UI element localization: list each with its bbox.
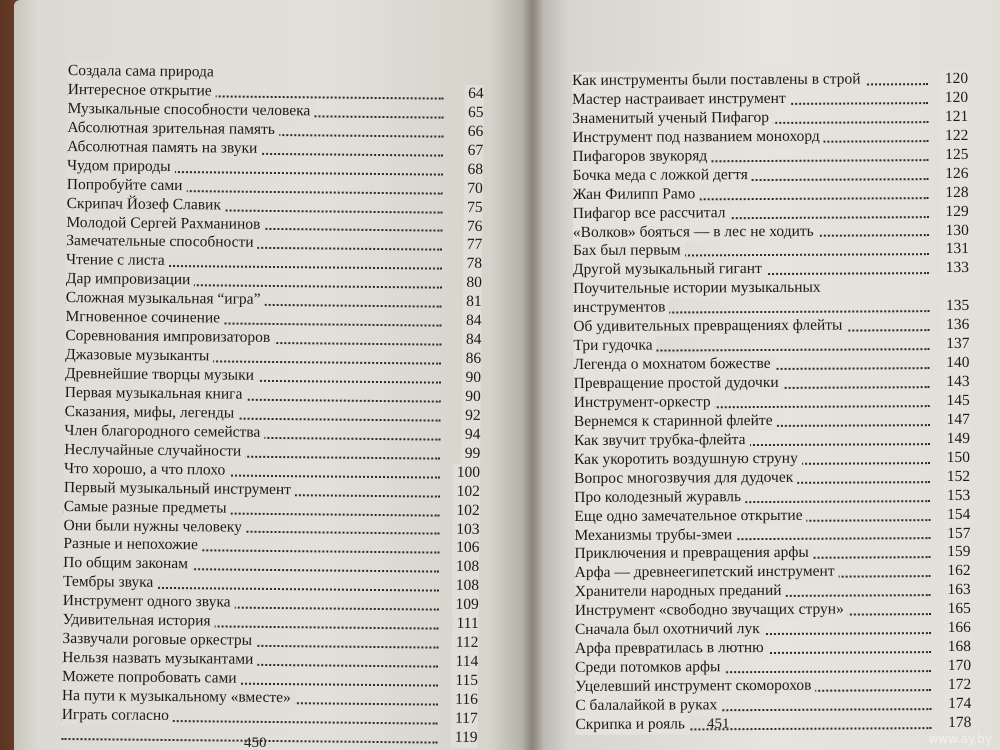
toc-entry-page: 166 [944, 619, 971, 638]
toc-entry-page: 154 [943, 505, 970, 524]
toc-entry [572, 108, 968, 129]
toc-entry-title: Тембры звука [63, 573, 158, 593]
toc-entry-title: Как звучит трубка-флейта [574, 431, 750, 451]
toc-entry-title: Бочка меда с ложкой дегтя [572, 166, 751, 186]
toc-entry [574, 524, 970, 545]
toc-entry-page: 130 [942, 221, 969, 240]
toc-entry-title: Самые разные предметы [64, 498, 231, 519]
toc-entry-page: 78 [462, 255, 482, 274]
toc-entry [573, 184, 969, 205]
toc-entry-page: 103 [452, 520, 479, 539]
toc-entry-page: 94 [461, 426, 481, 445]
toc-entry-page: 90 [461, 388, 481, 407]
toc-entry-page: 99 [461, 445, 481, 464]
toc-entry-title: Можете попробовать сами [62, 668, 241, 689]
toc-entry-page: 152 [943, 468, 970, 487]
toc-entry-page: 84 [462, 312, 482, 331]
toc-entry-page: 133 [942, 259, 969, 278]
toc-entry-title: Молодой Сергей Рахманинов [66, 213, 264, 234]
toc-entry-title: Приключения и превращения арфы [574, 544, 812, 564]
toc-entry [573, 354, 969, 375]
toc-entry-title: Как укоротить воздушную струну [574, 450, 802, 470]
toc-entry-page: 122 [941, 127, 968, 146]
toc-entry-page: 129 [941, 202, 968, 221]
toc-entry [574, 411, 970, 432]
toc-entry-title: Абсолютная память на звуки [67, 138, 261, 159]
toc-entry-page: 102 [453, 482, 480, 501]
toc-entry-title: Пифагоров звукоряд [572, 147, 711, 167]
toc-entry-page: 131 [942, 240, 969, 259]
toc-entry-title: По общим законам [63, 554, 192, 574]
toc-entry-title: Мгновенное сочинение [65, 308, 224, 328]
toc-entry-page: 147 [943, 411, 970, 430]
toc-entry-page: 90 [461, 369, 481, 388]
toc-entry-title: Разные и непохожие [63, 535, 202, 555]
toc-entry-title: Соревнования импровизаторов [65, 327, 274, 348]
toc-entry-page: 100 [453, 463, 480, 482]
toc-entry-title: Играть согласно [62, 706, 173, 726]
toc-entry-page: 108 [452, 558, 479, 577]
toc-entry-title: Первая музыкальная книга [65, 384, 247, 405]
toc-entry-page: 92 [461, 407, 481, 426]
toc-entry-title: Музыкальные способности человека [67, 100, 314, 121]
toc-entry-title: Среди потомков арфы [575, 658, 724, 678]
open-book [14, 0, 1000, 750]
toc-entry-title: Об удивительных превращениях флейты [573, 317, 846, 337]
toc-entry-title: Три гудочка [573, 337, 656, 356]
toc-entry-title: Механизмы трубы-змеи [574, 526, 736, 546]
toc-entry [572, 127, 968, 148]
toc-entry-page: 140 [942, 354, 969, 373]
toc-entry [574, 449, 970, 470]
toc-entry-title: Скрипка и рояль [575, 715, 689, 735]
toc-entry-title: Создала сама природа [68, 62, 218, 82]
toc-entry-page: 153 [943, 487, 970, 506]
toc-entry [574, 487, 970, 508]
toc-entry [574, 468, 970, 489]
toc-entry-page: 128 [941, 184, 968, 203]
toc-entry-page: 150 [943, 449, 970, 468]
toc-entry-title: «Волков» бояться — в лес не ходить [573, 222, 818, 242]
toc-entry-page: 163 [943, 581, 970, 600]
toc-entry-title: Абсолютная зрительная память [67, 119, 279, 140]
toc-entry-title: Зазвучали роговые оркестры [62, 630, 256, 651]
toc-entry-title: Удивительная история [63, 611, 215, 631]
toc-entry [574, 505, 970, 526]
toc-entry-page: 178 [944, 714, 971, 733]
toc-entry [572, 89, 968, 110]
toc-entry-page: 159 [943, 543, 970, 562]
toc-entry [575, 676, 971, 697]
toc-entry-page: 112 [452, 634, 479, 653]
toc-entry-page: 84 [462, 331, 482, 350]
toc-entry [572, 70, 968, 91]
toc-entry-page: 108 [452, 577, 479, 596]
toc-entry-page: 115 [451, 672, 478, 691]
toc-entry [573, 240, 969, 261]
toc-entry-page: 111 [452, 615, 478, 634]
toc-entry-page: 66 [464, 123, 484, 142]
toc-entry-page: 114 [451, 653, 478, 672]
toc-entry-title: инструментов [573, 299, 669, 318]
toc-entry [573, 297, 969, 318]
left-page [14, 0, 532, 750]
toc-entry [575, 600, 971, 621]
toc-entry-title: Первый музыкальный инструмент [64, 479, 295, 500]
toc-entry [573, 202, 969, 223]
toc-entry-page: 86 [462, 350, 482, 369]
toc-entry-page: 67 [464, 142, 484, 161]
toc-entry-title: Инструмент «свободно звучащих струн» [575, 601, 848, 621]
toc-entry-page: 68 [463, 160, 483, 179]
toc-entry-title: Вернемся к старинной флейте [574, 412, 777, 432]
toc-entry-title: Они были нужны человеку [63, 516, 246, 537]
toc-entry-title: Поучительные истории музыкальных [573, 279, 825, 299]
toc-entry-page: 135 [942, 297, 969, 316]
toc-entry-title: Пифагор все рассчитал [573, 204, 730, 224]
toc-entry-page: 65 [464, 104, 484, 123]
toc-entry-page: 121 [941, 108, 968, 127]
toc-entry [575, 638, 971, 659]
toc-entry-title: Что хорошо, а что плохо [64, 460, 229, 481]
toc-entry-page: 125 [941, 146, 968, 165]
toc-entry [575, 714, 971, 735]
toc-entry [573, 335, 969, 356]
toc-entry-title: Член благородного семейства [64, 422, 264, 443]
toc-entry-page: 162 [943, 562, 970, 581]
toc-entry-title: Арфа превратилась в лютню [575, 639, 768, 659]
toc-entry-page: 143 [942, 373, 969, 392]
toc-entry-title: Арфа — древнеегипетский инструмент [575, 563, 839, 583]
toc-entry-title: С балалайкой в руках [575, 696, 721, 716]
toc-entry-title: Сказания, мифы, легенды [65, 403, 239, 424]
toc-entry-title: Сначала был охотничий лук [575, 620, 764, 640]
toc-entry-title: Хранители народных преданий [575, 582, 786, 602]
toc-entry-page: 120 [941, 89, 968, 108]
toc-entry-title: Легенда о мохнатом божестве [573, 355, 774, 375]
toc-entry-title: Джазовые музыканты [65, 346, 213, 366]
toc-entry-page: 106 [452, 539, 479, 558]
toc-entry-title: Замечательные способности [66, 232, 258, 253]
toc-entry-title: Неслучайные случайности [64, 441, 245, 462]
toc-entry-title: На пути к музыкальному «вместе» [62, 687, 295, 708]
toc-list-right [572, 70, 971, 735]
toc-entry-title: Инструмент под названием монохорд [572, 127, 824, 147]
toc-entry-page: 70 [463, 179, 483, 198]
toc-entry-title: Другой музыкальный гигант [573, 260, 766, 280]
toc-entry [575, 695, 971, 716]
book-gutter [522, 0, 544, 750]
toc-entry-page: 136 [942, 316, 969, 335]
toc-entry-title: Чтение с листа [66, 251, 169, 271]
page-number-left: 450 [244, 735, 267, 750]
toc-entry-page: 120 [941, 70, 968, 89]
toc-entry-page: 119 [451, 729, 478, 748]
toc-entry [573, 221, 969, 242]
toc-entry-page: 77 [463, 236, 483, 255]
toc-list-left [61, 62, 484, 748]
toc-entry-title: Интересное открытие [68, 81, 216, 101]
toc-entry [575, 581, 971, 602]
toc-entry-title: Еще одно замечательное открытие [574, 506, 806, 526]
right-page [532, 0, 1000, 750]
toc-entry-title: Инструмент-оркестр [574, 393, 715, 413]
toc-entry [572, 146, 968, 167]
toc-entry-page: 174 [944, 695, 971, 714]
toc-entry-title: Про колодезный журавль [574, 488, 745, 508]
toc-entry-title: Мастер настраивает инструмент [572, 90, 790, 110]
watermark: www.ay.by [928, 732, 992, 746]
toc-entry [575, 562, 971, 583]
toc-entry [61, 725, 477, 748]
toc-entry-title: Древнейшие творцы музыки [65, 365, 258, 386]
toc-entry [573, 278, 969, 299]
toc-entry [575, 619, 971, 640]
toc-entry-page: 109 [451, 596, 478, 615]
toc-entry-title: Бах был первым [573, 242, 685, 262]
toc-entry-title: Сложная музыкальная “игра” [66, 289, 265, 310]
toc-entry [575, 657, 971, 678]
toc-entry [574, 430, 970, 451]
toc-entry-page: 170 [944, 657, 971, 676]
toc-entry-title: Попробуйте сами [67, 176, 187, 196]
toc-entry-title: Как инструменты были поставлены в строй [572, 70, 865, 90]
toc-entry-title: Превращение простой дудочки [574, 374, 783, 394]
toc-entry-page: 172 [944, 676, 971, 695]
toc-entry-page: 64 [464, 85, 484, 104]
toc-entry-title: Скрипач Йозеф Славик [67, 195, 225, 215]
toc-entry-page: 81 [462, 293, 482, 312]
toc-entry-title: Вопрос многозвучия для дудочек [574, 469, 797, 489]
toc-entry-title: Чудом природы [67, 157, 175, 177]
toc-entry-page: 165 [944, 600, 971, 619]
toc-entry-title: Инструмент одного звука [63, 592, 235, 613]
toc-entry [574, 392, 970, 413]
toc-entry-page: 168 [944, 638, 971, 657]
toc-entry-page: 137 [942, 335, 969, 354]
toc-entry [573, 316, 969, 337]
toc-entry-page: 149 [943, 430, 970, 449]
toc-entry-page: 116 [451, 691, 478, 710]
toc-entry [572, 165, 968, 186]
toc-entry [573, 259, 969, 280]
toc-entry-page: 117 [451, 710, 478, 729]
toc-entry [574, 543, 970, 564]
toc-entry-page: 75 [463, 198, 483, 217]
toc-entry-page: 145 [942, 392, 969, 411]
toc-entry-title: Знаменитый ученый Пифагор [572, 109, 773, 129]
toc-entry-title: Дар импровизации [66, 270, 195, 290]
toc-entry-page: 157 [943, 524, 970, 543]
toc-entry [574, 373, 970, 394]
toc-entry-title: Уцелевший инструмент скоморохов [575, 677, 815, 697]
toc-entry-title: Жан Филипп Рамо [573, 185, 700, 205]
toc-entry-page: 76 [463, 217, 483, 236]
page-number-right: 451 [707, 716, 730, 732]
toc-entry-title: Нельзя назвать музыкантами [62, 649, 257, 670]
toc-entry-page: 80 [462, 274, 482, 293]
toc-entry-page: 102 [452, 501, 479, 520]
toc-entry-page: 126 [941, 165, 968, 184]
